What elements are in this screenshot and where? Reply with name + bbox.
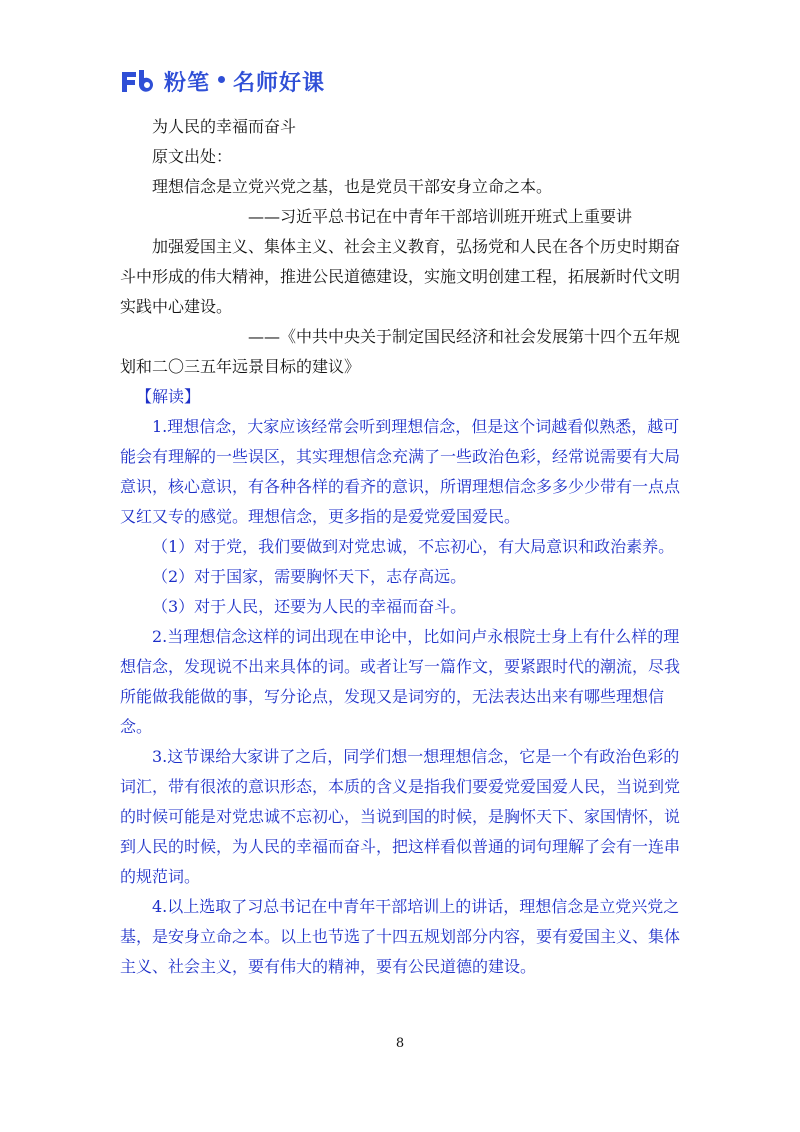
interpretation-paragraph: （3）对于人民，还要为人民的幸福而奋斗。 [152, 597, 467, 616]
interpretation-paragraph: 2.当理想信念这样的词出现在申论中，比如问卢永根院士身上有什么样的理想信念，发现说不出来具体的词。或者让写一篇作文，要紧跟时代的潮流，尽我所能做我能做的事，写分论点，发现又是词穷的，无法表达出来有哪些理想信念。 [120, 627, 681, 736]
interpretation-paragraph: （1）对于党，我们要做到对党忠诚，不忘初心，有大局意识和政治素养。 [152, 537, 675, 556]
quote-text: 理想信念是立党兴党之基，也是党员干部安身立命之本。 [152, 177, 553, 196]
quote-text: 加强爱国主义、集体主义、社会主义教育，弘扬党和人民在各个历史时期奋斗中形成的伟大精神，推进公民道德建设，实施文明创建工程，拓展新时代文明实践中心建设。 [120, 237, 681, 316]
interpretation-paragraph: （2）对于国家，需要胸怀天下，志存高远。 [152, 567, 467, 586]
interpretation-paragraph: 1.理想信念，大家应该经常会听到理想信念，但是这个词越看似熟悉，越可能会有理解的一些误区，其实理想信念充满了一些政治色彩，经常说需要有大局意识，核心意识，有各种各样的看齐的意识，所谓理想信念多多少少带有一点点又红又专的感觉。理想信念，更多指的是爱党爱国爱民。 [120, 417, 681, 526]
source-label: 原文出处： [152, 147, 233, 166]
brand-name: 粉笔 [164, 70, 211, 96]
page-number: 8 [395, 1036, 405, 1051]
interpretation-heading: 【解读】 [136, 387, 201, 406]
brand-logo [120, 66, 325, 96]
quote-source: ——习近平总书记在中青年干部培训班开班式上重要讲 [248, 207, 633, 226]
quote-source: ——《中共中央关于制定国民经济和社会发展第十四个五年规划和二〇三五年远景目标的建议》 [120, 327, 681, 376]
fenbi-logo-icon [120, 68, 160, 94]
brand-slogan: 名师好课 [233, 70, 326, 96]
brand-separator-dot [218, 76, 225, 83]
document-body [120, 112, 686, 982]
interpretation-paragraph: 4.以上选取了习总书记在中青年干部培训上的讲话，理想信念是立党兴党之基，是安身立命之本。以上也节选了十四五规划部分内容，要有爱国主义、集体主义、社会主义，要有伟大的精神，要有公民道德的建设。 [120, 897, 681, 976]
interpretation-paragraph: 3.这节课给大家讲了之后，同学们想一想理想信念，它是一个有政治色彩的词汇，带有很浓的意识形态，本质的含义是指我们要爱党爱国爱人民，当说到党的时候可能是对党忠诚不忘初心，当说到国的时候，是胸怀天下、家国情怀，说到人民的时候，为人民的幸福而奋斗，把这样看似普通的词句理解了会有一连串的规范词。 [120, 747, 681, 886]
document-title: 为人民的幸福而奋斗 [152, 117, 297, 136]
